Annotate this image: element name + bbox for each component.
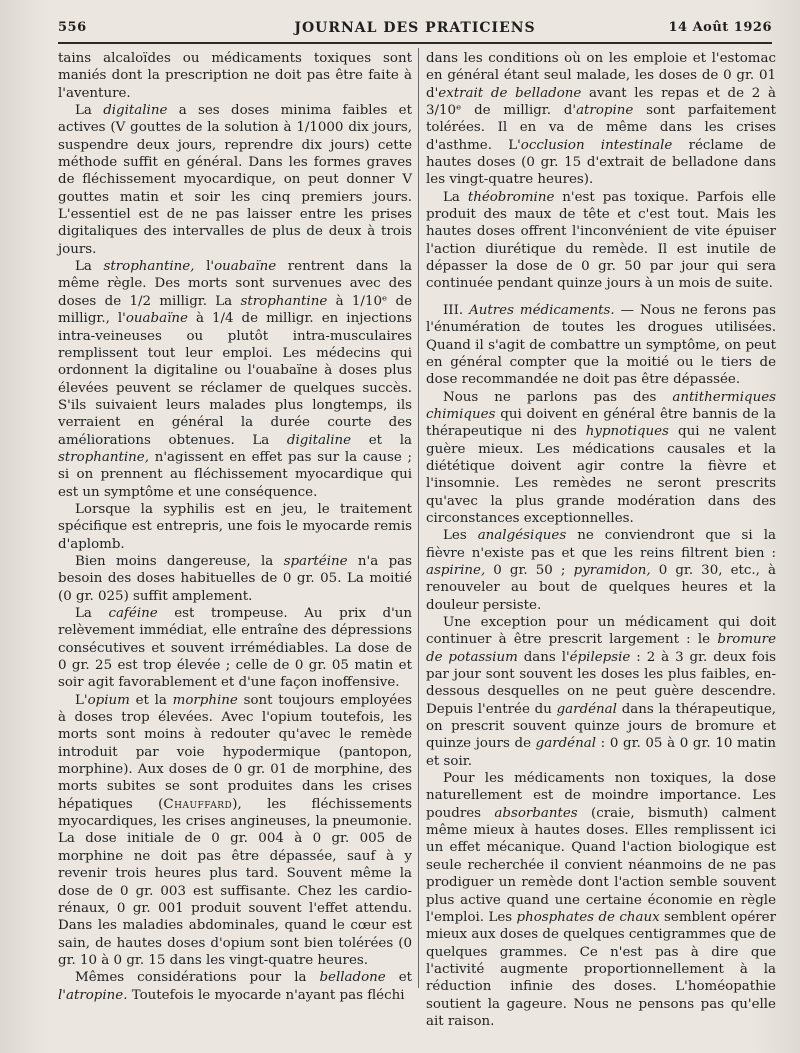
italic-term: morphine bbox=[172, 692, 238, 708]
text-run: 0 gr. 30, etc., à renouveler au bout de quelques heures et la douleur persiste. bbox=[426, 562, 776, 613]
italic-term: phosphates de chaux bbox=[516, 909, 660, 925]
italic-term: analgésiques bbox=[477, 528, 567, 544]
column-divider bbox=[418, 48, 419, 988]
text-run: La bbox=[75, 259, 104, 275]
italic-term: digitaline bbox=[286, 432, 352, 448]
text-run: avant les repas et de 2 à 3/10ᵉ de milligr. d' bbox=[426, 85, 776, 119]
italic-term: absorbantes bbox=[494, 805, 578, 821]
italic-term: gardénal bbox=[556, 701, 617, 717]
italic-term: belladone bbox=[319, 970, 386, 986]
text-run: La bbox=[75, 606, 109, 621]
italic-term: antithermiques chimiques bbox=[426, 389, 776, 422]
text-run: Chauffard bbox=[163, 796, 233, 812]
issue-date: 14 Août 1926 bbox=[668, 20, 772, 35]
italic-term: strophantine, bbox=[103, 259, 195, 275]
text-run: Mêmes considérations pour la bbox=[75, 970, 320, 986]
paragraph bbox=[426, 302, 776, 389]
paragraph bbox=[426, 389, 776, 528]
paragraph bbox=[58, 692, 412, 970]
text-run: a ses doses minima faibles et actives (V gouttes de la solution à 1/1000 dix jours, suspendre deux jours, reprendre dix jours) cette méthode suffit en général. Dans les formes graves de fléchissement myocardique, on peut donner V gouttes matin et soir les cinq premiers jours. L'essentiel est de ne pas laisser entre les prises digitaliques des intervalles de plus de deux à trois jours. bbox=[58, 103, 412, 257]
text-run: dans l' bbox=[517, 649, 570, 665]
text-run: La bbox=[75, 103, 104, 119]
paragraph bbox=[58, 553, 412, 605]
text-run: La bbox=[443, 189, 468, 205]
right-column bbox=[426, 50, 776, 1030]
text-run: et la bbox=[351, 432, 412, 448]
text-run: semblent opérer mieux aux doses de quelques centigrammes que de quelques grammes. Ce n'est pas à dire que l'activité augmente proportionnellement à la réduction infinie des doses. L'homéopathie soutient la gageure. Nous ne pensons pas qu'elle ait raison. bbox=[426, 909, 776, 1029]
text-run: tains alcaloïdes ou médicaments toxiques sont maniés dont la prescription ne doit pas être faite à l'aventure. bbox=[58, 51, 412, 101]
text-run: dans les conditions où on les emploie et l'estomac en général étant seul malade, les doses de 0 gr. 01 d' bbox=[426, 51, 776, 101]
text-run: Bien moins dangereuse, la bbox=[75, 553, 284, 569]
italic-term: gardénal bbox=[535, 736, 596, 752]
text-run: n'agissent en effet pas sur la cause ; si on prennent au fléchissement myocardique qui est un symptôme et une conséquence. bbox=[58, 449, 412, 500]
text-run: : 0 gr. 05 à 0 gr. 10 matin et soir. bbox=[426, 736, 776, 769]
text-run: à 1/10ᵉ de milligr., l' bbox=[58, 293, 413, 327]
text-run: réclame de hautes doses (0 gr. 15 d'extrait de belladone dans les vingt-quatre heures). bbox=[426, 137, 776, 188]
text-run: l' bbox=[194, 259, 215, 275]
text-run: Une exception pour un médicament qui doit continuer à être prescrit largement : le bbox=[426, 615, 776, 648]
italic-term: occlusion intestinale bbox=[520, 137, 673, 153]
text-run: sont parfaitement tolérées. Il en va de même dans les crises d'asthme. L' bbox=[426, 103, 776, 153]
italic-term: ouabaïne bbox=[214, 259, 277, 275]
italic-term: pyramidon, bbox=[573, 562, 651, 578]
paragraph bbox=[58, 50, 412, 102]
italic-term: aspirine, bbox=[426, 562, 486, 578]
text-run: Pour les médicaments non toxiques, la dose naturellement est de moindre importance. Les poudres bbox=[426, 771, 776, 821]
running-header bbox=[58, 18, 772, 40]
paragraph bbox=[426, 527, 776, 614]
italic-term: hypnotiques bbox=[585, 424, 669, 440]
text-run: Nous ne parlons pas des bbox=[443, 389, 673, 405]
italic-term: extrait de belladone bbox=[438, 85, 582, 101]
text-run: — Nous ne ferons pas l'énumération de toutes les drogues utilisées. Quand il s'agit de combattre un symptôme, on peut en général compter que la moitié ou le tiers de dose recommandée ne doit pas être dépassée. bbox=[426, 302, 776, 388]
header-rule bbox=[58, 42, 772, 44]
page-number: 556 bbox=[58, 20, 87, 35]
text-run: L' bbox=[75, 692, 88, 708]
italic-term: Autres médicaments. bbox=[469, 302, 615, 318]
text-run: est trompeuse. Au prix d'un relèvement immédiat, elle entraîne des dépressions consécutives et souvent irrémédiables. La dose de 0 gr. 25 est trop élevée ; celle de 0 gr. 05 matin et soir agit favorablement et d'une façon inoffensive. bbox=[58, 606, 412, 691]
italic-term: opium bbox=[87, 692, 130, 708]
text-run: et la bbox=[129, 692, 173, 708]
text-run: qui doivent en général être bannis de la thérapeutique ni des bbox=[426, 406, 776, 440]
text-run: et bbox=[385, 970, 412, 986]
italic-term: bromure de potassium bbox=[426, 632, 776, 665]
text-run: Toutefois le myocarde n'ayant pas fléchi bbox=[127, 987, 405, 1003]
paragraph bbox=[58, 605, 412, 692]
italic-term: épilepsie bbox=[569, 649, 631, 665]
text-run: ), les fléchissements myocardiques, les crises angineuses, la pneumonie. La dose initiale de 0 gr. 004 à 0 gr. 005 de morphine ne doit pas être dépassée, sauf à y revenir trois heures plus tard. Souvent même la dose de 0 gr. 003 est suffisante. Chez les cardio-rénaux, 0 gr. 001 produit souvent l'effet attendu. Dans les maladies abdominales, quand le cœur est sain, de hautes doses d'opium sont bien tolérées (0 gr. 10 à 0 gr. 15 dans les vingt-quatre heures. bbox=[58, 796, 412, 968]
paragraph bbox=[426, 770, 776, 1030]
italic-term: strophantine bbox=[240, 293, 328, 309]
italic-term: caféine bbox=[108, 606, 158, 621]
text-run: Les bbox=[443, 528, 478, 544]
text-run: (craie, bismuth) calment même mieux à hautes doses. Elles remplissent ici un effet mécanique. Quand l'action biologique est seule recherchée il convient néanmoins de ne pas prodiguer un remède dont l'action semble souvent plus active quand une certaine économie en règle l'emploi. Les bbox=[426, 805, 776, 925]
paragraph bbox=[426, 189, 776, 293]
italic-term: spartéine bbox=[283, 553, 348, 569]
text-run: ne conviendront que si la fièvre n'existe pas et que les reins filtrent bien : bbox=[426, 528, 776, 561]
italic-term: strophantine, bbox=[58, 449, 149, 465]
paragraph bbox=[58, 258, 412, 501]
text-run: : 2 à 3 gr. deux fois par jour sont souvent les doses les plus faibles, en-dessous desquelles on ne peut guère descendre. Depuis l'entrée du bbox=[426, 649, 776, 717]
journal-title: JOURNAL DES PRATICIENS bbox=[294, 20, 536, 36]
text-run: dans la thérapeutique, on prescrit souvent quinze jours de bromure et quinze jours de bbox=[426, 701, 776, 752]
italic-term: l'atropine. bbox=[58, 987, 128, 1003]
text-run: Lorsque la syphilis est en jeu, le traitement spécifique est entrepris, une fois le myocarde remis d'aplomb. bbox=[58, 501, 412, 552]
text-run: n'a pas besoin des doses habituelles de 0 gr. 05. La moitié (0 gr. 025) suffit amplement. bbox=[58, 553, 412, 604]
text-run: sont toujours employées à doses trop élevées. Avec l'opium toutefois, les morts sont moins à redouter qu'avec le remède introduit par voie hypodermique (pantopon, morphine). Aux doses de 0 gr. 01 de morphine, des morts subites se sont produites dans les crises hépatiques ( bbox=[58, 692, 412, 812]
text-run: 0 gr. 50 ; bbox=[485, 562, 574, 578]
text-run: III. bbox=[443, 302, 470, 318]
text-run: à 1/4 de milligr. en injections intra-veineuses ou plutôt intra-musculaires remplissent tout leur emploi. Les médecins qui ordonnent la digitaline ou l'ouabaïne à doses plus élevées peuvent se réclamer de quelques succès. S'ils suivaient leurs malades plus longtemps, ils verraient en général la durée courte des améliorations obtenues. La bbox=[58, 311, 412, 448]
italic-term: ouabaïne bbox=[125, 311, 188, 327]
italic-term: digitaline bbox=[103, 103, 168, 119]
paragraph bbox=[58, 102, 412, 258]
text-run: qui ne valent guère mieux. Les médications causales et la diététique doivent agir contre la fièvre et l'insomnie. Les remèdes ne seront prescrits qu'avec la plus grande modération dans des circonstances exceptionnelles. bbox=[426, 424, 776, 526]
italic-term: théobromine bbox=[467, 189, 555, 205]
paragraph bbox=[58, 969, 412, 1004]
italic-term: atropine bbox=[576, 103, 634, 119]
paragraph bbox=[58, 501, 412, 553]
paragraph bbox=[426, 50, 776, 189]
paragraph bbox=[426, 614, 776, 770]
text-run: rentrent dans la même règle. Des morts sont survenues avec des doses de 1/2 milligr. La bbox=[58, 259, 412, 309]
text-run: n'est pas toxique. Parfois elle produit des maux de tête et c'est tout. Mais les hautes doses offrent l'inconvénient de vite épuiser l'action diurétique du remède. Il est inutile de dépasser la dose de 0 gr. 50 par jour qui sera continuée pendant quinze jours à un mois de suite. bbox=[426, 189, 776, 292]
left-column bbox=[58, 50, 412, 1004]
